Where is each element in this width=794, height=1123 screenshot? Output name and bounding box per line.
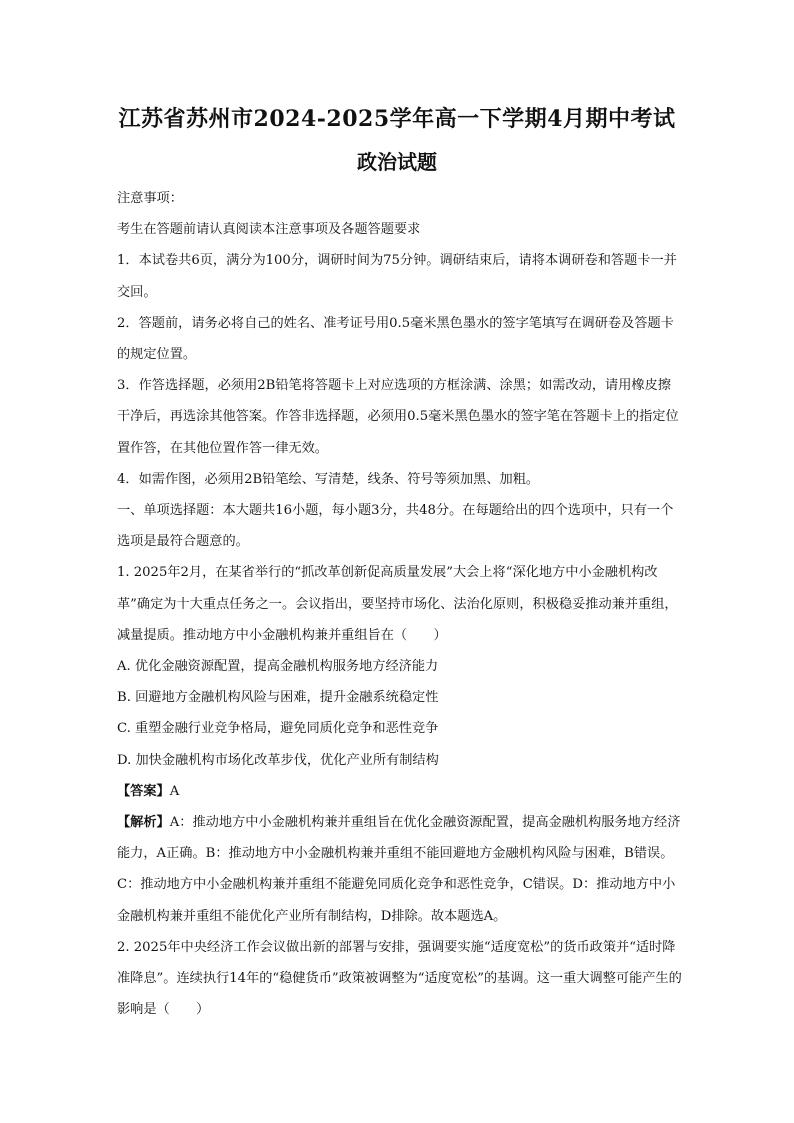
question-2-stem: 2. 2025年中央经济工作会议做出新的部署与安排，强调要实施“适度宽松”的货币政策并“适时降准降息”。连续执行14年的“稳健货币”政策被调整为“适度宽松”的基调。这一重大调整可能产生的影响是（ ） (117, 939, 682, 1018)
notice-item-2: 2．答题前，请务必将自己的姓名、准考证号用0.5毫米黑色墨水的签字笔填写在调研卷及答题卡的规定位置。 (117, 315, 674, 363)
question-1-option-a: A. 优化金融资源配置，提高金融机构服务地方经济能力 (117, 659, 439, 675)
document-title: 江苏省苏州市2024-2025学年高一下学期4月期中考试 (118, 106, 676, 132)
notice-heading: 注意事项： (117, 191, 183, 206)
question-1-analysis (117, 807, 683, 932)
question-1-option-d: D. 加快金融机构市场化改革步伐，优化产业所有制结构 (117, 752, 439, 768)
question-1-option-b: B. 回避地方金融机构风险与困难，提升金融系统稳定性 (117, 690, 439, 706)
question-1-option-c: C. 重塑金融行业竞争格局，避免同质化竞争和恶性竞争 (117, 721, 439, 737)
notice-intro: 考生在答题前请认真阅读本注意事项及各题答题要求 (117, 222, 421, 238)
section-one-heading: 一、单项选择题：本大题共16小题，每小题3分，共48分。在每题给出的四个选项中，只有一个选项是最符合题意的。 (117, 503, 674, 550)
analysis-text: A：推动地方中小金融机构兼并重组旨在优化金融资源配置，提高金融机构服务地方经济能力，A正确。B：推动地方中小金融机构兼并重组不能回避地方金融机构风险与困难，B错误。C：推动地方中小金融机构兼并重组不能避免同质化竞争和恶性竞争，C错误。D：推动地方中小金融机构兼并重组不能优化产业所有制结构，D排除。故本题选A。 (117, 815, 681, 924)
notice-item-3: 3．作答选择题，必须用2B铅笔将答题卡上对应选项的方框涂满、涂黑；如需改动，请用橡皮擦干净后，再选涂其他答案。作答非选择题，必须用0.5毫米黑色墨水的签字笔在答题卡上的指定位置作答，在其他位置作答一律无效。 (117, 378, 679, 456)
question-1-answer (117, 776, 683, 807)
document-body (117, 183, 683, 1025)
analysis-label: 【解析】 (117, 815, 170, 831)
question-1-stem: 1. 2025年2月，在某省举行的“抓改革创新促高质量发展”大会上将“深化地方中小金融机构改革”确定为十大重点任务之一。会议指出，要坚持市场化、法治化原则，积极稳妥推动兼并重组，减量提质。推动地方中小金融机构兼并重组旨在（ ） (117, 565, 678, 643)
answer-label: 【答案】 (117, 783, 170, 799)
notice-item-4: 4．如需作图，必须用2B铅笔绘、写清楚，线条、符号等须加黑、加粗。 (117, 471, 540, 487)
document-subtitle: 政治试题 (357, 150, 437, 174)
notice-item-1: 1．本试卷共6页，满分为100分，调研时间为75分钟。调研结束后，请将本调研卷和答题卡一并交回。 (117, 253, 677, 300)
answer-value: A (169, 783, 180, 799)
